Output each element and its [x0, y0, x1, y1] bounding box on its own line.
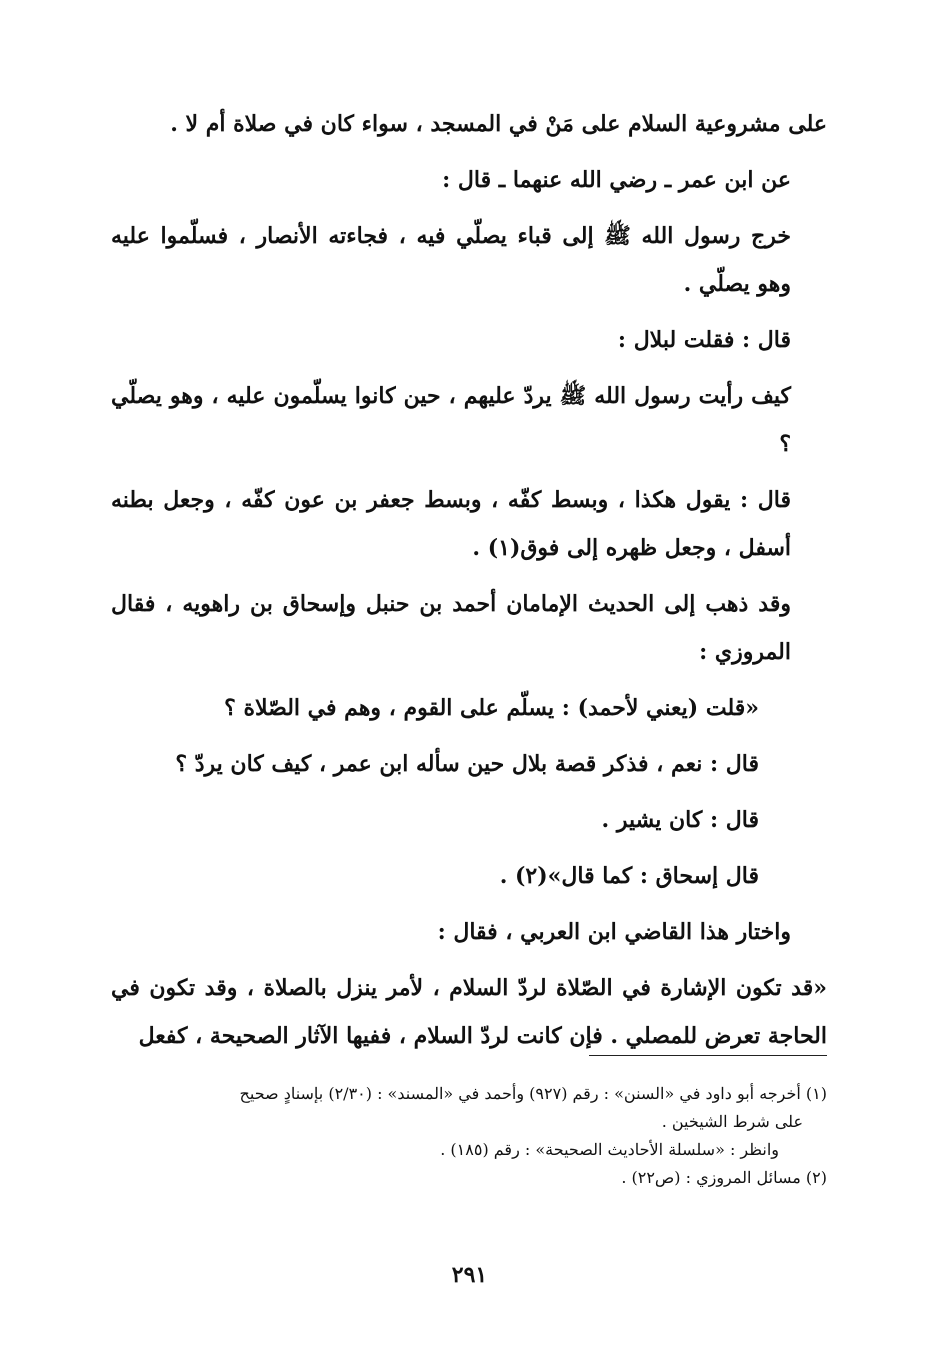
- quote-line-4: قال إسحاق : كما قال»(٢) .: [499, 863, 759, 889]
- paragraph-3: خرج رسول الله ﷺ إلى قباء يصلّي فيه ، فجاءته الأنصار ، فسلّموا عليه وهو يصلّي .: [111, 223, 791, 297]
- paragraph-8: واختار هذا القاضي ابن العربي ، فقال :: [437, 919, 791, 945]
- page-number: ٢٩١: [451, 1262, 488, 1288]
- footnote-1-see-also: وانظر : «سلسلة الأحاديث الصحيحة» : رقم (١٨٥) .: [440, 1140, 779, 1159]
- footnote-1-continuation: على شرط الشيخين .: [661, 1112, 803, 1131]
- main-text: [111, 100, 827, 1068]
- quote-line-1: «قلت (يعني لأحمد) : يسلّم على القوم ، وهم في الصّلاة ؟: [224, 695, 759, 721]
- footnote-2: (٢) مسائل المروزي : (ص٢٢) .: [621, 1168, 827, 1187]
- footnotes: [111, 1080, 827, 1192]
- paragraph-1: على مشروعية السلام على مَنْ في المسجد ، سواء كان في صلاة أم لا .: [170, 111, 827, 137]
- quote-line-2: قال : نعم ، فذكر قصة بلال حين سأله ابن عمر ، كيف كان يردّ ؟: [175, 751, 759, 777]
- paragraph-7: وقد ذهب إلى الحديث الإمامان أحمد بن حنبل وإسحاق بن راهويه ، فقال المروزي :: [111, 591, 791, 665]
- paragraph-9: «قد تكون الإشارة في الصّلاة لردّ السلام ، لأمر ينزل بالصلاة ، وقد تكون في الحاجة تعرض للمصلي . فإن كانت لردّ السلام ، ففيها الآثار الصحيحة ، كفعل: [111, 975, 827, 1049]
- paragraph-5: كيف رأيت رسول الله ﷺ يردّ عليهم ، حين كانوا يسلّمون عليه ، وهو يصلّي ؟: [111, 383, 791, 457]
- paragraph-4: قال : فقلت لبلال :: [617, 327, 791, 353]
- footnote-1: (١) أخرجه أبو داود في «السنن» : رقم (٩٢٧) وأحمد في «المسند» : (٢/٣٠) بإسنادٍ صحيح: [239, 1084, 827, 1103]
- paragraph-2: عن ابن عمر ـ رضي الله عنهما ـ قال :: [442, 167, 791, 193]
- footnote-divider: [589, 1055, 827, 1056]
- paragraph-6: قال : يقول هكذا ، وبسط كفّه ، وبسط جعفر بن عون كفّه ، وجعل بطنه أسفل ، وجعل ظهره إلى فوق(١) .: [111, 487, 791, 561]
- quote-line-3: قال : كان يشير .: [601, 807, 759, 833]
